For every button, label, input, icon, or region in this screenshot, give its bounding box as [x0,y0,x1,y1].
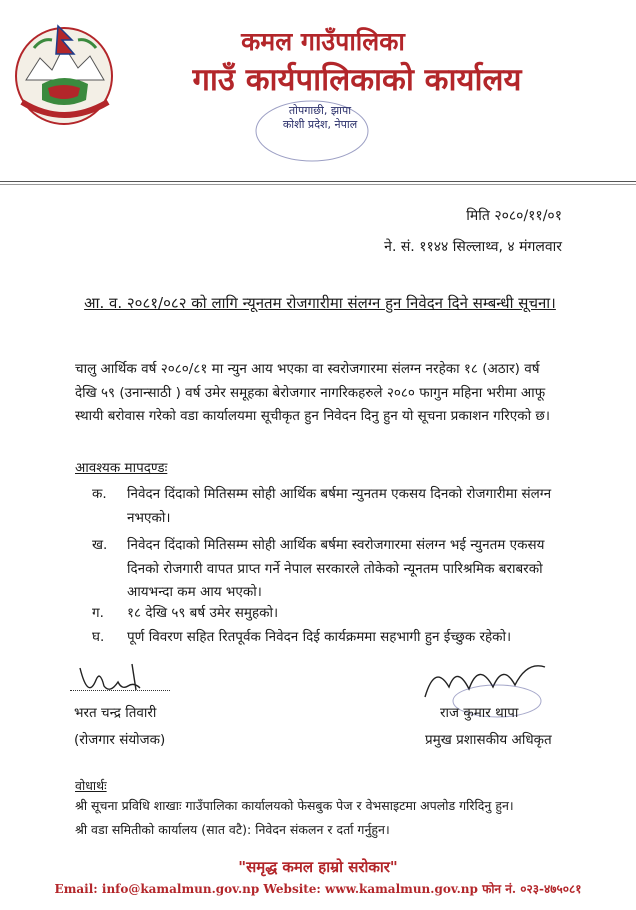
item-label: घ. [92,629,105,645]
signature-line [70,690,170,691]
requirement-item [92,483,562,530]
address-line-1: तोपगाछी, झापा [288,104,352,117]
requirement-item [92,602,562,626]
item-text: १८ देखि ५९ बर्ष उमेर समुहको। [127,605,279,621]
address-line-2: कोशी प्रदेश, नेपाल [282,118,358,131]
header-divider-thin [0,184,636,185]
municipality-name: कमल गाउँपालिका [241,27,405,56]
signatory-name-left: भरत चन्द्र तिवारी [74,705,157,721]
header-divider [0,181,636,182]
notice-body: चालु आर्थिक वर्ष २०८०/८१ मा न्युन आय भएका वा स्वरोजगारमा संलग्न नरहेका १८ (अठार) वर्ष देखि ५९ (उनान्साठी ) वर्ष उमेर समूहका बेरोजगार नागरिकहरुले २०८० फागुन महिना भरीमा आफू स्थायी बरोवास गरेको वडा कार्यालयमा सूचीकृत हुन निवेदन दिनु हुन यो सूचना प्रकाशन गरिएको छ। [75,361,550,424]
item-text: निवेदन दिंदाको मितिसम्म सोही आर्थिक बर्षमा स्वरोजगारमा संलग्न भई न्युनतम एकसय दिनको रोजगारी वापत प्राप्त गर्ने नेपाल सरकारले तोकेको न्यूनतम पारिश्रमिक बराबरको आयभन्दा कम आय भएको। [127,537,545,600]
signatory-role-left: (रोजगार संयोजक) [74,732,166,748]
item-label: ख. [92,537,108,553]
requirement-item [92,534,562,605]
subject-text: आ. व. २०८१/०८२ को लागि न्यूनतम रोजगारीमा संलग्न हुन निवेदन दिने सम्बन्धी सूचना। [84,294,556,312]
cc-line: श्री वडा समितीको कार्यालय (सात वटै): निवेदन संकलन र दर्ता गर्नुहुन। [75,822,390,837]
item-text: निवेदन दिंदाको मितिसम्म सोही आर्थिक बर्षमा न्युनतम एकसय दिनको रोजगारीमा संलग्न नभएको। [127,486,552,526]
signatory-role-right: प्रमुख प्रशासकीय अधिकृत [425,732,552,748]
cc-line: श्री सूचना प्रविधि शाखाः गाउँपालिका कार्यालयको फेसबुक पेज र वेभसाइटमा अपलोड गरिदिनु हुन। [75,798,514,813]
date-bs: मिति २०८०/११/०१ [466,208,562,224]
footer-contact: Email: info@kamalmun.gov.np Website: www.kamalmun.gov.np फोन नं. ०२३-४७५०८१ [54,882,582,896]
item-text: पूर्ण विवरण सहित रितपूर्वक निवेदन दिई कार्यक्रममा सहभागी हुन ईच्छुक रहेको। [127,629,512,645]
requirement-item [92,626,582,650]
cc-heading: वोधार्थः [75,778,107,793]
notice-subject [70,290,570,316]
date-ns: ने. सं. ११४४ सिल्लाथ्व, ४ मंगलवार [384,239,562,255]
signatory-name-right: राज कुमार थापा [440,705,519,721]
requirements-heading: आवश्यक मापदण्डः [75,460,168,476]
footer-slogan: "समृद्ध कमल हाम्रो सरोकार" [238,858,398,876]
signature-left [70,660,170,704]
item-label: क. [92,486,107,502]
item-label: ग. [92,605,104,621]
office-address [250,104,390,132]
office-title: गाउँ कार्यपालिकाको कार्यालय [192,62,522,98]
